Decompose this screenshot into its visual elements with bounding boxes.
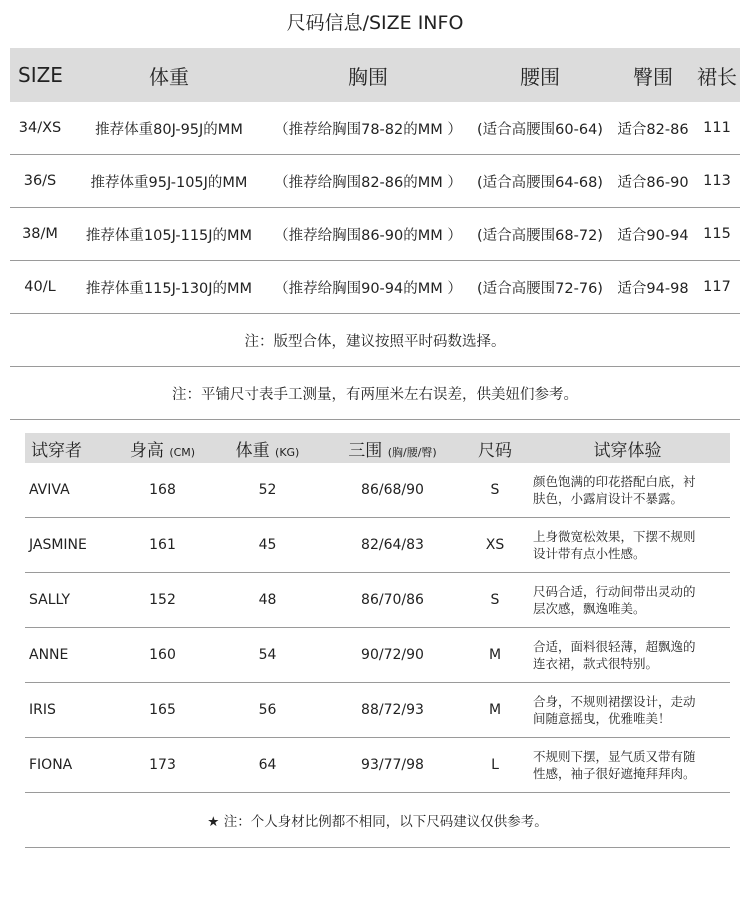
cell-size: 36/S — [10, 155, 70, 208]
cell-weight: 52 — [215, 463, 320, 518]
cell-weight: 推荐体重105J-115J的MM — [70, 208, 268, 261]
cell-tester: FIONA — [25, 738, 110, 793]
cell-measurements: 93/77/98 — [320, 738, 465, 793]
cell-weight: 45 — [215, 518, 320, 573]
fit-note: 注：版型合体，建议按照平时码数选择。 — [10, 314, 740, 367]
cell-measurements: 82/64/83 — [320, 518, 465, 573]
exp-line: 性感，袖子很好遮掩拜拜肉。 — [533, 766, 696, 781]
col-weight-label: 体重 — [235, 440, 270, 461]
cell-weight: 48 — [215, 573, 320, 628]
col-fit-size: 尺码 — [465, 433, 525, 463]
table-row — [25, 573, 730, 628]
col-weight: 体重 — [70, 48, 268, 102]
cell-length: 115 — [694, 208, 740, 261]
cell-fit-size: S — [465, 463, 525, 518]
table-row — [25, 628, 730, 683]
exp-line: 连衣裙，款式很特别。 — [533, 656, 659, 671]
exp-line: 不规则下摆，显气质又带有随 — [533, 749, 696, 764]
measure-note: 注：平铺尺寸表手工测量，有两厘米左右误差，供美妞们参考。 — [10, 367, 740, 420]
cell-weight: 64 — [215, 738, 320, 793]
col-height-label: 身高 — [129, 440, 164, 461]
cell-fit-size: XS — [465, 518, 525, 573]
table-row — [25, 518, 730, 573]
cell-weight: 56 — [215, 683, 320, 738]
note-row — [10, 314, 740, 367]
cell-fit-size: S — [465, 573, 525, 628]
exp-line: 肤色，小露肩设计不暴露。 — [533, 491, 684, 506]
cell-size: 34/XS — [10, 102, 70, 155]
cell-tester: AVIVA — [25, 463, 110, 518]
cell-height: 161 — [110, 518, 215, 573]
cell-hip: 适合86-90 — [612, 155, 694, 208]
cell-height: 160 — [110, 628, 215, 683]
size-table — [10, 48, 740, 420]
table-row — [10, 102, 740, 155]
cell-hip: 适合90-94 — [612, 208, 694, 261]
cell-measurements: 90/72/90 — [320, 628, 465, 683]
col-bust: 胸围 — [268, 48, 468, 102]
col-length: 裙长 — [694, 48, 740, 102]
cell-waist: (适合高腰围60-64) — [468, 102, 612, 155]
exp-line: 间随意摇曳，优雅唯美！ — [533, 711, 671, 726]
cell-tester: JASMINE — [25, 518, 110, 573]
col-waist: 腰围 — [468, 48, 612, 102]
cell-experience — [525, 628, 730, 683]
exp-line: 合身，不规则裙摆设计，走动 — [533, 694, 696, 709]
cell-weight: 推荐体重115J-130J的MM — [70, 261, 268, 314]
cell-tester: SALLY — [25, 573, 110, 628]
exp-line: 层次感，飘逸唯美。 — [533, 601, 646, 616]
cell-weight: 54 — [215, 628, 320, 683]
cell-fit-size: L — [465, 738, 525, 793]
cell-bust: （推荐给胸围86-90的MM ） — [268, 208, 468, 261]
cell-waist: (适合高腰围72-76) — [468, 261, 612, 314]
try-on-table — [25, 433, 730, 848]
cell-fit-size: M — [465, 683, 525, 738]
footnote: ★ 注：个人身材比例都不相同，以下尺码建议仅供参考。 — [25, 793, 730, 848]
exp-line: 合适，面料很轻薄，超飘逸的 — [533, 639, 696, 654]
cell-hip: 适合94-98 — [612, 261, 694, 314]
col-tester: 试穿者 — [25, 433, 110, 463]
cell-length: 113 — [694, 155, 740, 208]
col-weight-unit: (KG) — [275, 445, 300, 459]
cell-measurements: 86/70/86 — [320, 573, 465, 628]
exp-line: 尺码合适，行动间带出灵动的 — [533, 584, 696, 599]
table-row — [25, 463, 730, 518]
col-measure-unit: (胸/腰/臀) — [387, 445, 437, 459]
cell-weight: 推荐体重80J-95J的MM — [70, 102, 268, 155]
try-on-header — [25, 433, 730, 463]
cell-experience — [525, 683, 730, 738]
col-measurements — [320, 433, 465, 463]
cell-size: 38/M — [10, 208, 70, 261]
table-row — [25, 738, 730, 793]
cell-tester: ANNE — [25, 628, 110, 683]
cell-fit-size: M — [465, 628, 525, 683]
cell-tester: IRIS — [25, 683, 110, 738]
exp-line: 设计带有点小性感。 — [533, 546, 646, 561]
cell-height: 165 — [110, 683, 215, 738]
col-size: SIZE — [10, 48, 70, 102]
cell-hip: 适合82-86 — [612, 102, 694, 155]
footnote-row — [25, 793, 730, 848]
col-hip: 臀围 — [612, 48, 694, 102]
cell-weight: 推荐体重95J-105J的MM — [70, 155, 268, 208]
size-table-header — [10, 48, 740, 102]
cell-experience — [525, 738, 730, 793]
cell-waist: (适合高腰围64-68) — [468, 155, 612, 208]
cell-experience — [525, 573, 730, 628]
cell-waist: (适合高腰围68-72) — [468, 208, 612, 261]
cell-height: 168 — [110, 463, 215, 518]
col-measure-label: 三围 — [348, 440, 383, 461]
col-experience: 试穿体验 — [525, 433, 730, 463]
table-row — [10, 155, 740, 208]
cell-bust: （推荐给胸围82-86的MM ） — [268, 155, 468, 208]
cell-length: 111 — [694, 102, 740, 155]
cell-bust: （推荐给胸围90-94的MM ） — [268, 261, 468, 314]
page-title: 尺码信息/SIZE INFO — [286, 12, 464, 34]
table-row — [25, 683, 730, 738]
col-weight-kg — [215, 433, 320, 463]
exp-line: 上身微宽松效果，下摆不规则 — [533, 529, 696, 544]
table-row — [10, 261, 740, 314]
cell-size: 40/L — [10, 261, 70, 314]
cell-experience — [525, 518, 730, 573]
cell-measurements: 86/68/90 — [320, 463, 465, 518]
note-row — [10, 367, 740, 420]
col-height — [110, 433, 215, 463]
exp-line: 颜色饱满的印花搭配白底，衬 — [533, 474, 696, 489]
col-height-unit: (CM) — [169, 445, 196, 459]
table-row — [10, 208, 740, 261]
cell-bust: （推荐给胸围78-82的MM ） — [268, 102, 468, 155]
cell-measurements: 88/72/93 — [320, 683, 465, 738]
cell-length: 117 — [694, 261, 740, 314]
cell-experience — [525, 463, 730, 518]
cell-height: 173 — [110, 738, 215, 793]
cell-height: 152 — [110, 573, 215, 628]
